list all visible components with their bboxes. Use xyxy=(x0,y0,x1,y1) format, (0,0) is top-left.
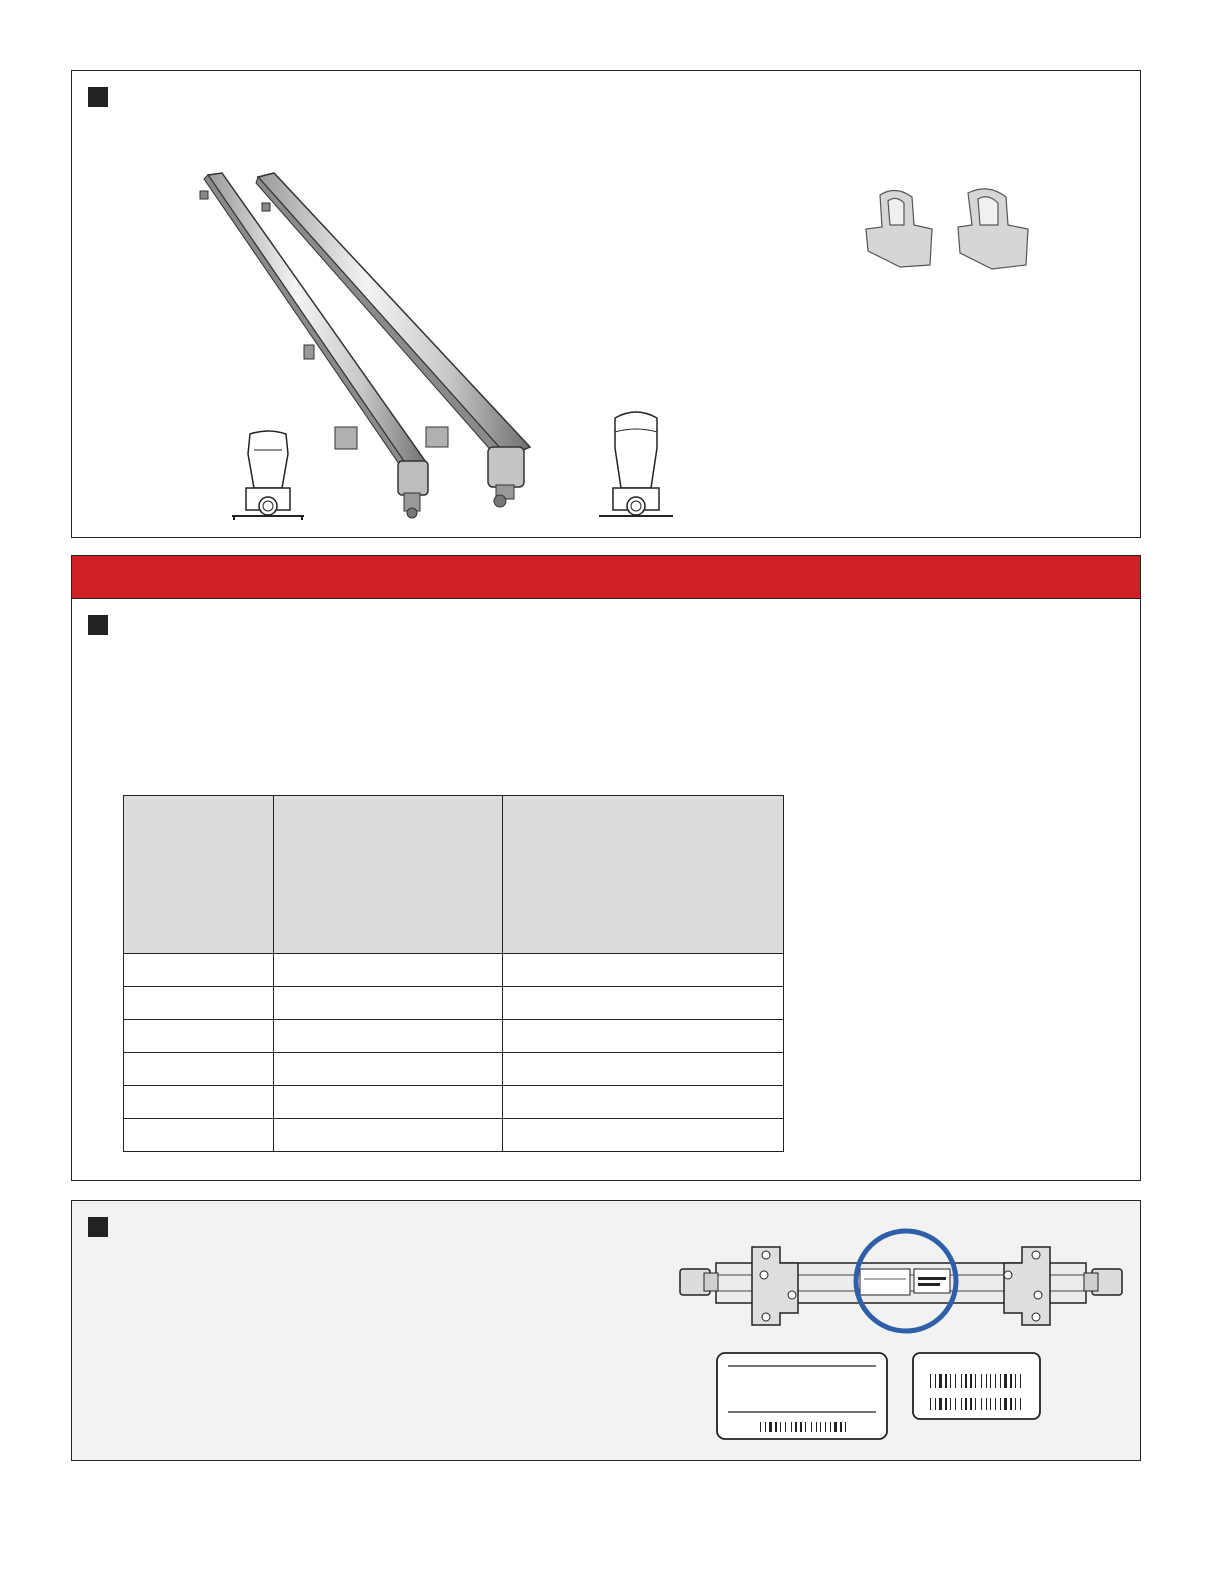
mounting-clip-icon xyxy=(860,185,1040,280)
table-cell xyxy=(124,1020,274,1053)
table-cell xyxy=(124,1119,274,1152)
rail-end-view-icon xyxy=(599,410,673,522)
table-cell xyxy=(124,1086,274,1119)
table-cell xyxy=(503,987,784,1020)
section-marker xyxy=(88,87,108,107)
table-cell xyxy=(274,1020,503,1053)
table-header-cell xyxy=(503,796,784,954)
table-cell xyxy=(503,1086,784,1119)
table-row xyxy=(124,987,784,1020)
table-row xyxy=(124,1086,784,1119)
barcode-label-icon xyxy=(912,1352,1042,1422)
table-cell xyxy=(124,1053,274,1086)
table-cell xyxy=(274,954,503,987)
rail-underside-label-icon xyxy=(676,1225,1126,1340)
rail-end-view-icon xyxy=(232,430,304,522)
table-header-cell xyxy=(274,796,503,954)
product-label-icon xyxy=(716,1352,888,1442)
table-row xyxy=(124,1119,784,1152)
table-cell xyxy=(503,954,784,987)
table-cell xyxy=(274,1053,503,1086)
section-marker xyxy=(88,1217,108,1237)
table-row xyxy=(124,954,784,987)
table-cell xyxy=(274,1086,503,1119)
table-cell xyxy=(274,987,503,1020)
table-header-cell xyxy=(124,796,274,954)
compatibility-table xyxy=(123,795,784,1152)
table-row xyxy=(124,1053,784,1086)
table-cell xyxy=(503,1020,784,1053)
table-cell xyxy=(124,987,274,1020)
table-cell xyxy=(503,1119,784,1152)
table-cell xyxy=(274,1119,503,1152)
table-row xyxy=(124,1020,784,1053)
section-header-bar xyxy=(71,555,1141,599)
section-marker xyxy=(88,615,108,635)
table-cell xyxy=(124,954,274,987)
table-header-row xyxy=(124,796,784,954)
table-cell xyxy=(503,1053,784,1086)
